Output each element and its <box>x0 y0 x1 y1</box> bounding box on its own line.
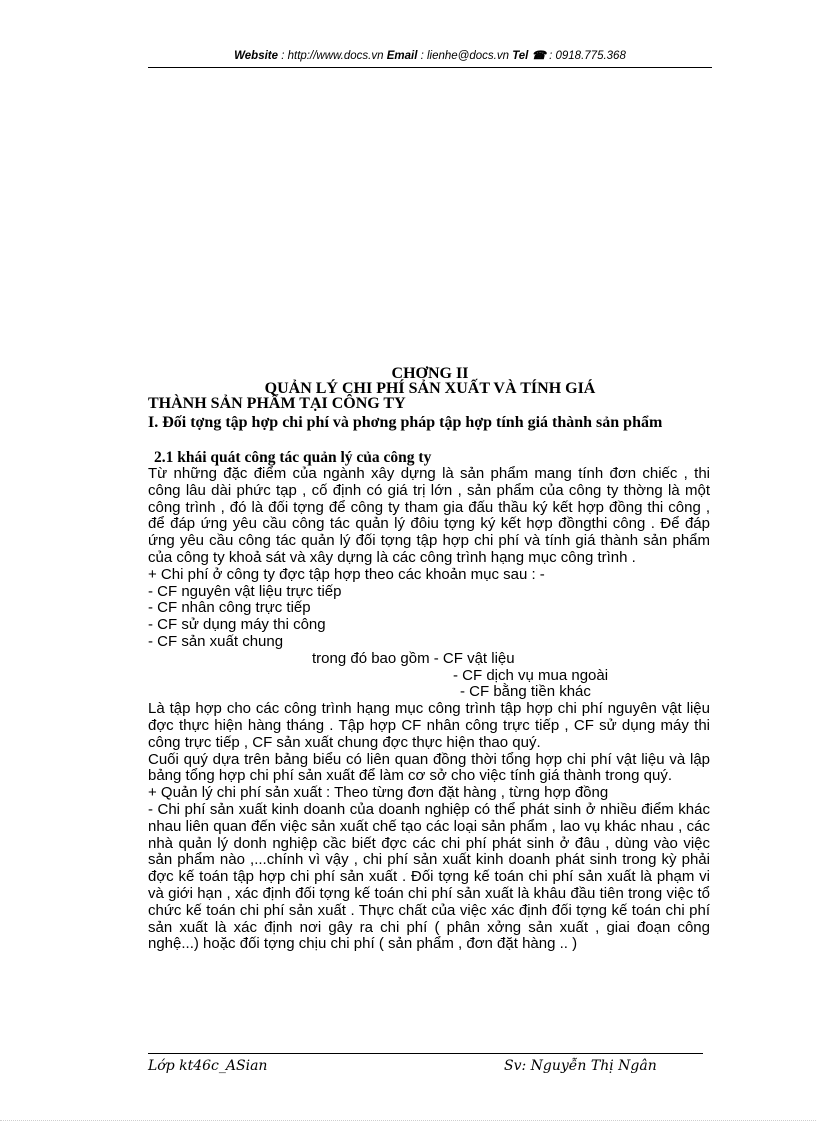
section-1-heading: I. Đối tợng tập hợp chi phí và phơng pháp tập hợp tính giá thành sản phẩm <box>148 414 663 431</box>
footer-student-name: Sv: Nguyễn Thị Ngân <box>504 1058 657 1074</box>
paragraph: Cuối quý dựa trên bảng biểu có liên quan đồng thời tổng hợp chi phí vật liệu và lập bảng tổng hợp chi phí sản xuất để làm cơ sở cho việc tính giá thành trong quý. <box>148 750 710 785</box>
header-website-label: Website <box>234 50 279 62</box>
header-divider <box>148 67 712 68</box>
chapter-heading: CHƠNG II <box>391 365 469 382</box>
paragraph: - Chi phí sản xuất kinh doanh của doanh nghiệp có thể phát sinh ở nhiều điểm khác nhau liên quan đến việc sản xuất chế tạo các loại sản phẩm , lao vụ khác nhau , các nhà quản lý donh nghiệp cầc biết đợc các chi phí phát sinh ở đâu , dùng vào việc sản phẩm nào ,...chính vì vậy , chi phí sản xuất kinh doanh phát sinh trong kỳ phải đợc kế toán tập hợp chi phí sản xuất . Đối tợng kế toán chi phí sản xuất là phạm vi và giới hạn , xác định đối tợng kế toán chi phí sản xuất là khâu đầu tiên trong việc tổ chức kế toán chi phí sản xuất . Thực chất của việc xác định đối tợng kế toán chi phí sản xuất là xác định nơi gây ra chi phí ( phân xởng sản xuất , giai đoạn công nghệ...) hoặc đối tợng chịu chi phí ( sản phẩm , đơn đặt hàng .. ) <box>148 800 710 953</box>
document-body <box>148 466 710 953</box>
sub-list-item: trong đó bao gồm - CF vật liệu <box>312 649 515 667</box>
header-tel-value: : 0918.775.368 <box>549 50 626 62</box>
list-intro: + Chi phí ở công ty đợc tập hợp theo các khoản mục sau : - <box>148 565 545 583</box>
sub-list-item: - CF dịch vụ mua ngoài <box>453 666 609 684</box>
footer-divider <box>148 1053 703 1054</box>
list-item: - CF sử dụng máy thi công <box>148 616 326 634</box>
header-website-value: : http://www.docs.vn <box>281 50 384 62</box>
paragraph: Từ những đặc điểm của ngành xây dựng là sản phẩm mang tính đơn chiếc , thi công lâu dài phức tạp , cố định có giá trị lớn , sản phẩm của công ty thờng là một công trình , đó là đối tợng để công ty tham gia đấu thầu ký kết hợp đồng thi công , để đáp ứng yêu cầu công tác quản lý đôiu tợng ký kết hợp đồngthi công . Để đáp ứng yêu cầu công tác quản lý đối tợng tập hợp chi phí và tính giá thành sản phẩm của công ty khoả sát và xây dựng là các công trình hạng mục công trình . <box>148 465 710 566</box>
sub-list-item: - CF bằng tiền khác <box>460 683 591 701</box>
header-tel-label: Tel ☎ <box>512 50 546 62</box>
section-2-1-heading: 2.1 khái quát công tác quản lý của công ty <box>154 449 432 466</box>
list-item: - CF nhân công trực tiếp <box>148 599 311 617</box>
chapter-title-line2: THÀNH SẢN PHẨM TẠI CÔNG TY <box>148 395 406 412</box>
footer-class-label: Lớp kt46c_ASian <box>148 1058 268 1074</box>
header-email-label: Email <box>386 50 418 62</box>
header-email-value: : lienhe@docs.vn <box>420 50 509 62</box>
paragraph: + Quản lý chi phí sản xuất : Theo từng đơn đặt hàng , từng hợp đồng <box>148 784 609 802</box>
chapter-title-line1: QUẢN LÝ CHI PHÍ SẢN XUẤT VÀ TÍNH GIÁ <box>264 380 596 397</box>
page-header <box>148 48 712 68</box>
list-item: - CF nguyên vật liệu trực tiếp <box>148 582 342 600</box>
paragraph: Là tập hợp cho các công trình hạng mục công trình tập hợp chi phí nguyên vật liệu đợc thực hiện hàng tháng . Tập hợp CF nhân công trực tiếp , CF sử dụng máy thi công trực tiếp , CF sản xuất chung đợc thực hiện thao quý. <box>148 700 710 751</box>
list-item: - CF sản xuất chung <box>148 632 284 650</box>
page-edge <box>0 1120 816 1121</box>
